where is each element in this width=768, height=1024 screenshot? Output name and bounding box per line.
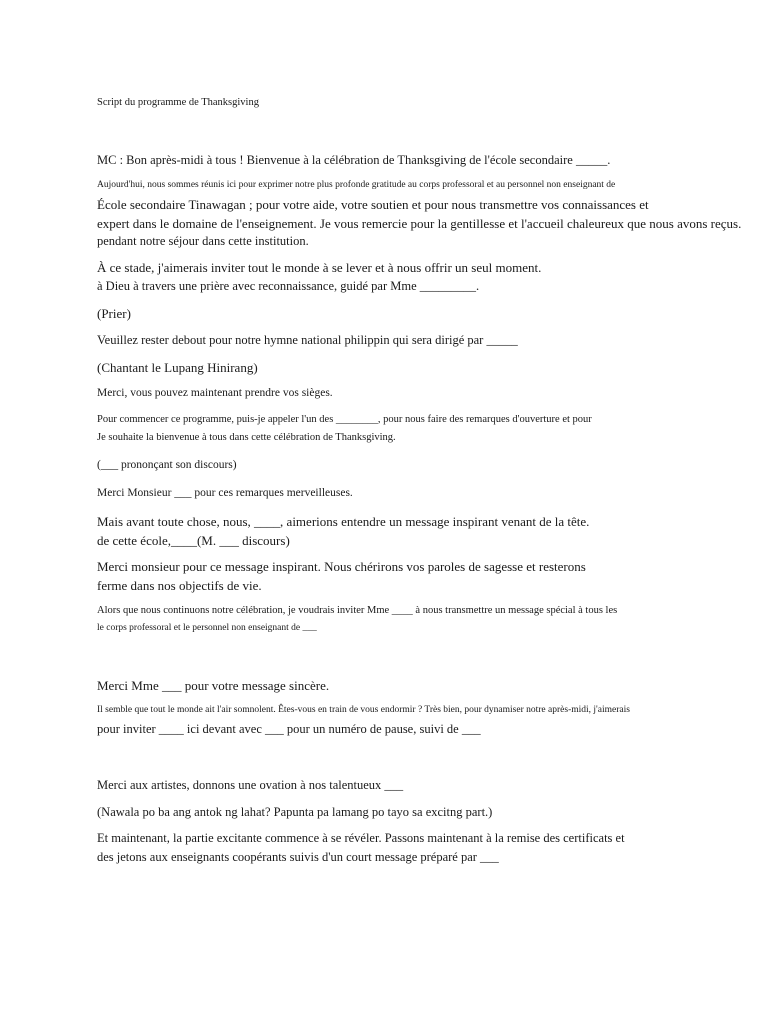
text-line: (___ prononçant son discours)	[97, 459, 237, 471]
text-line: Veuillez rester debout pour notre hymne national philippin qui sera dirigé par _____	[97, 333, 518, 347]
text-line: à Dieu à travers une prière avec reconnaissance, guidé par Mme _________.	[97, 279, 480, 293]
text-line: (Chantant le Lupang Hinirang)	[97, 360, 258, 375]
text-line: Merci Mme ___ pour votre message sincère.	[97, 678, 330, 693]
text-line: ferme dans nos objectifs de vie.	[97, 578, 262, 593]
text-line: Merci Monsieur ___ pour ces remarques merveilleuses.	[97, 487, 353, 499]
text-line: Merci aux artistes, donnons une ovation à nos talentueux ___	[97, 778, 404, 792]
text-line: Merci, vous pouvez maintenant prendre vos sièges.	[97, 387, 333, 399]
text-line: (Prier)	[97, 306, 131, 321]
text-line: Alors que nous continuons notre célébration, je voudrais inviter Mme ____ à nous transmettre un message spécial à tous les	[97, 605, 618, 616]
text-line: MC : Bon après-midi à tous ! Bienvenue à la célébration de Thanksgiving de l'école secondaire _____.	[97, 153, 611, 167]
text-line: École secondaire Tinawagan ; pour votre aide, votre soutien et pour nous transmettre vos connaissances et	[97, 197, 649, 212]
text-line: de cette école,____(M. ___ discours)	[97, 533, 290, 548]
text-line: Je souhaite la bienvenue à tous dans cette célébration de Thanksgiving.	[97, 432, 396, 443]
text-line: À ce stade, j'aimerais inviter tout le monde à se lever et à nous offrir un seul moment.	[97, 260, 542, 275]
text-line: Pour commencer ce programme, puis-je appeler l'un des ________, pour nous faire des remarques d'ouverture et pour	[97, 414, 592, 425]
text-line: pour inviter ____ ici devant avec ___ pour un numéro de pause, suivi de ___	[97, 722, 481, 736]
document-title: Script du programme de Thanksgiving	[97, 97, 259, 108]
text-line: des jetons aux enseignants coopérants suivis d'un court message préparé par ___	[97, 850, 499, 864]
text-line: le corps professoral et le personnel non enseignant de ___	[97, 623, 317, 633]
text-line: Et maintenant, la partie excitante commence à se révéler. Passons maintenant à la remise des certificats et	[97, 831, 625, 845]
text-line: Aujourd'hui, nous sommes réunis ici pour exprimer notre plus profonde gratitude au corps professoral et au personnel non enseignant de	[97, 180, 616, 190]
text-line: expert dans le domaine de l'enseignement. Je vous remercie pour la gentillesse et l'accueil chaleureux que nous avons reçus.	[97, 216, 742, 231]
text-line: pendant notre séjour dans cette institution.	[97, 234, 309, 248]
text-line: Mais avant toute chose, nous, ____, aimerions entendre un message inspirant venant de la tête.	[97, 514, 590, 529]
text-line: (Nawala po ba ang antok ng lahat? Papunta pa lamang po tayo sa excitng part.)	[97, 805, 493, 819]
text-line: Il semble que tout le monde ait l'air somnolent. Êtes-vous en train de vous endormir ? Très bien, pour dynamiser notre après-midi, j'aimerais	[97, 705, 630, 715]
text-line: Merci monsieur pour ce message inspirant. Nous chérirons vos paroles de sagesse et resterons	[97, 559, 586, 574]
